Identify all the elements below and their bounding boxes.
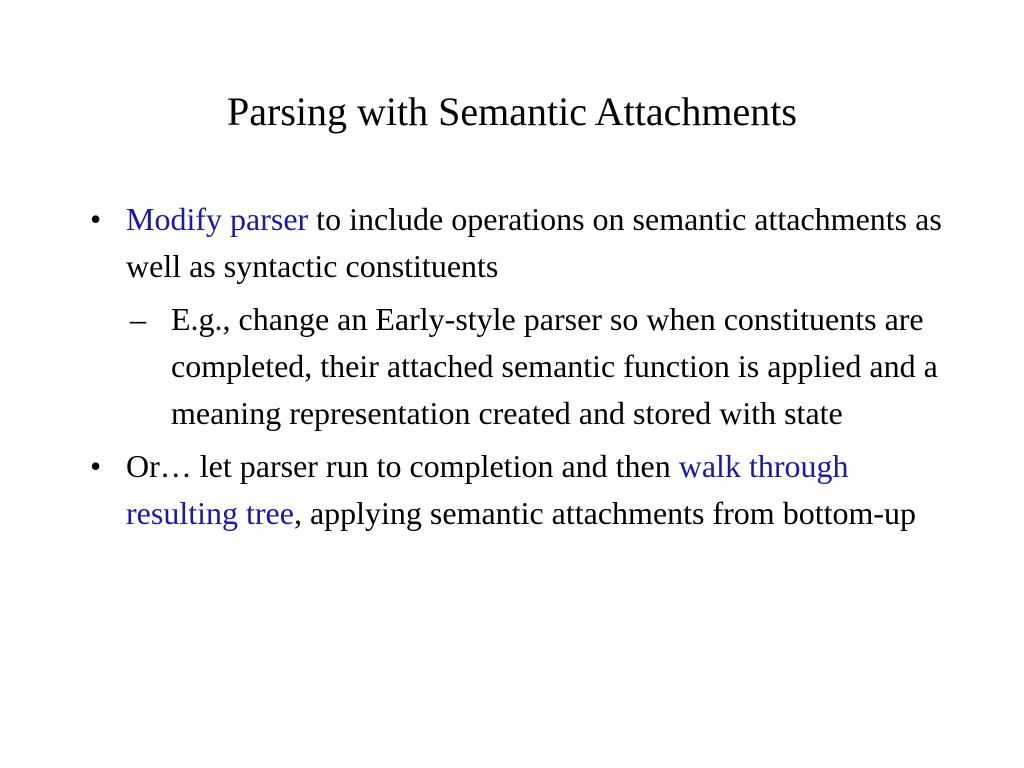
bullet-1-text: to include operations on semantic attachments as well as syntactic constituents: [126, 201, 942, 284]
bullet-2-text-pre: Or… let parser run to completion and then: [126, 448, 679, 484]
bullet-2-text-post: , applying semantic attachments from bottom-up: [293, 495, 917, 531]
sub-bullet-item-1: [86, 296, 946, 437]
highlighted-phrase-walk-tree: walk through resulting tree: [126, 448, 849, 531]
bullet-item-2: [86, 443, 946, 537]
bullet-marker: •: [90, 448, 102, 484]
sub-bullet-text: E.g., change an Early-style parser so when constituents are completed, their attached semantic function is applied and a meaning representation created and stored with state: [171, 301, 938, 431]
slide-title: Parsing with Semantic Attachments: [227, 89, 797, 134]
dash-marker: –: [130, 301, 146, 337]
slide-content: [86, 196, 946, 537]
bullet-item-1: [86, 196, 946, 290]
highlighted-phrase-modify-parser: Modify parser: [126, 201, 309, 237]
bullet-marker: •: [90, 201, 102, 237]
